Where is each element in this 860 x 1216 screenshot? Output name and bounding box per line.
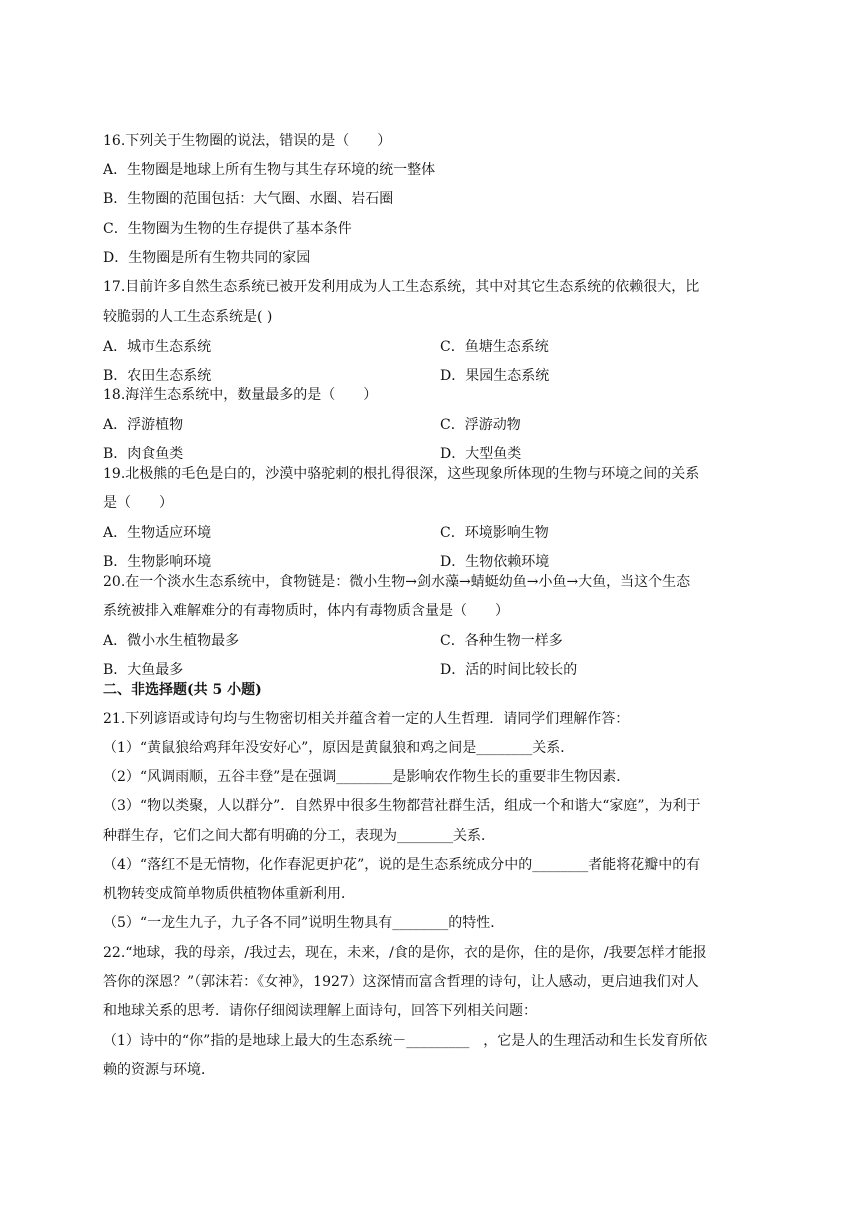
q20-option-a: A．微小水生植物最多 [103, 633, 240, 649]
q21-sub3-line2: 种群生存，它们之间大都有明确的分工，表现为________关系． [103, 828, 495, 844]
q21-sub4-line2: 机物转变成简单物质供植物体重新利用． [103, 886, 355, 902]
q22-sub1-line2: 赖的资源与环境． [103, 1062, 215, 1078]
q16-option-a: A．生物圈是地球上所有生物与其生存环境的统一整体 [103, 162, 436, 178]
q18-stem: 18.海洋生态系统中，数量最多的是（ ） [103, 387, 378, 403]
q18-option-c: C．浮游动物 [440, 417, 521, 433]
q20-stem-line1: 20.在一个淡水生态系统中，食物链是：微小生物→剑水藻→蜻蜓幼鱼→小鱼→大鱼，当这个生态 [103, 574, 691, 590]
q19-option-c: C．环境影响生物 [440, 525, 549, 541]
q16-option-d: D．生物圈是所有生物共同的家园 [103, 250, 311, 266]
q22-stem-line3: 和地球关系的思考．请你仔细阅读理解上面诗句，回答下列相关问题： [103, 1003, 537, 1019]
q22-sub1-line1: （1）诗中的“你”指的是地球上最大的生态系统－_________ ，它是人的生理活动和生长发育所依 [103, 1033, 708, 1049]
q17-stem-line1: 17.目前许多自然生态系统已被开发利用成为人工生态系统，其中对其它生态系统的依赖很大，比 [103, 279, 700, 295]
q21-sub5: （5）“一龙生九子，九子各不同”说明生物具有________的特性． [103, 915, 505, 931]
q17-option-a: A．城市生态系统 [103, 339, 212, 355]
q19-option-d: D．生物依赖环境 [440, 554, 550, 570]
q17-stem-line2: 较脆弱的人工生态系统是( ) [103, 309, 273, 325]
q16-option-b: B．生物圈的范围包括：大气圈、水圈、岩石圈 [103, 191, 394, 207]
q19-stem-line1: 19.北极熊的毛色是白的，沙漠中骆驼刺的根扎得很深，这些现象所体现的生物与环境之间的关系 [103, 466, 700, 482]
q22-stem-line2: 答你的深恩？”（郭沫若：《女神》，1927）这深情而富含哲理的诗句，让人感动，更启迪我们对人 [103, 974, 699, 990]
q18-option-d: D．大型鱼类 [440, 446, 522, 462]
q20-option-d: D．活的时间比较长的 [440, 662, 578, 678]
q21-sub2: （2）“风调雨顺，五谷丰登”是在强调________是影响农作物生长的重要非生物因素． [103, 769, 631, 785]
q20-option-c: C．各种生物一样多 [440, 633, 563, 649]
q19-option-a: A．生物适应环境 [103, 525, 212, 541]
q19-stem-line2: 是（ ） [103, 495, 173, 511]
q20-stem-line2: 系统被排入难解难分的有毒物质时，体内有毒物质含量是（ ） [103, 603, 509, 619]
q16-option-c: C．生物圈为生物的生存提供了基本条件 [103, 221, 352, 237]
q17-option-c: C．鱼塘生态系统 [440, 339, 549, 355]
q21-sub1: （1）“黄鼠狼给鸡拜年没安好心”，原因是黄鼠狼和鸡之间是________关系． [103, 740, 575, 756]
q18-option-a: A．浮游植物 [103, 417, 184, 433]
q16-stem: 16.下列关于生物圈的说法，错误的是（ ） [103, 133, 392, 149]
q17-option-d: D．果园生态系统 [440, 368, 550, 384]
section-heading: 二、非选择题(共 5 小题) [103, 682, 262, 698]
q20-option-b: B．大鱼最多 [103, 662, 184, 678]
q21-sub4-line1: （4）“落红不是无情物，化作春泥更护花”，说的是生态系统成分中的________者能将花瓣中的有 [103, 857, 701, 873]
q21-sub3-line1: （3）“物以类聚，人以群分”．自然界中很多生物都营社群生活，组成一个和谐大“家庭”，为利于 [103, 798, 701, 814]
q18-option-b: B．肉食鱼类 [103, 446, 184, 462]
q21-stem: 21.下列谚语或诗句均与生物密切相关并蕴含着一定的人生哲理．请同学们理解作答： [103, 711, 630, 727]
q22-stem-line1: 22.“地球，我的母亲，/我过去，现在，未来，/食的是你，衣的是你，住的是你，/我要怎样才能报 [103, 945, 707, 961]
q17-option-b: B．农田生态系统 [103, 368, 212, 384]
q19-option-b: B．生物影响环境 [103, 554, 212, 570]
